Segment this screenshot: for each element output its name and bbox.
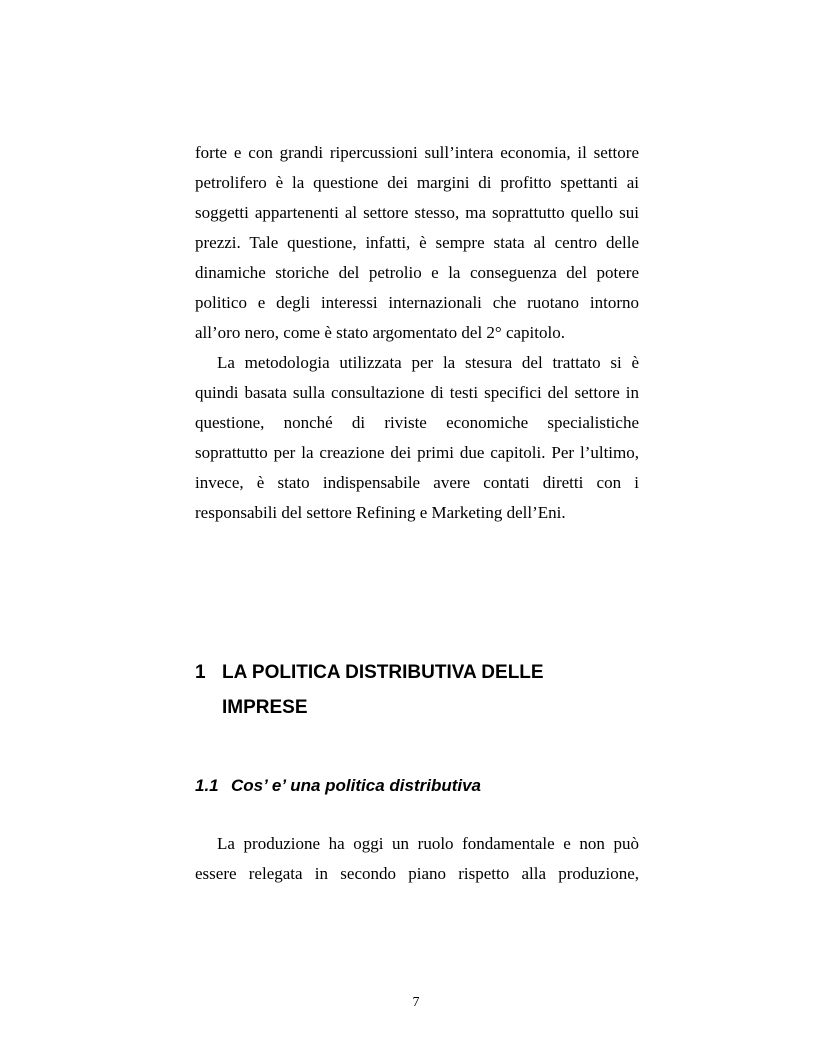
text-line: responsabili del settore Refining e Marketing dell’Eni.	[195, 503, 566, 522]
chapter-title-line-2: IMPRESE	[222, 697, 308, 718]
text-line: invece, è stato indispensabile avere contati diretti con i	[195, 473, 639, 492]
text-line: essere relegata in secondo piano rispetto alla produzione,	[195, 864, 639, 883]
section-title: Cos’ e’ una politica distributiva	[231, 776, 482, 795]
text-line: soprattutto per la creazione dei primi due capitoli. Per l’ultimo,	[195, 443, 639, 462]
text-line: prezzi. Tale questione, infatti, è sempre stata al centro delle	[195, 233, 639, 252]
chapter-number: 1	[195, 662, 206, 683]
text-line: questione, nonché di riviste economiche specialistiche	[195, 413, 639, 432]
text-line: dinamiche storiche del petrolio e la conseguenza del potere	[195, 263, 639, 282]
text-line: politico e degli interessi internazionali che ruotano intorno	[195, 293, 639, 312]
section-number: 1.1	[195, 776, 219, 795]
text-line: soggetti appartenenti al settore stesso, ma soprattutto quello sui	[195, 203, 639, 222]
chapter-title-line-1: LA POLITICA DISTRIBUTIVA DELLE	[222, 662, 544, 683]
text-line: petrolifero è la questione dei margini di profitto spettanti ai	[195, 173, 639, 192]
text-line: La produzione ha oggi un ruolo fondamentale e non può	[217, 834, 639, 853]
text-line: forte e con grandi ripercussioni sull’intera economia, il settore	[195, 143, 639, 162]
page-number: 7	[412, 995, 420, 1010]
text-line: quindi basata sulla consultazione di testi specifici del settore in	[195, 383, 639, 402]
text-line: La metodologia utilizzata per la stesura del trattato si è	[217, 353, 639, 372]
text-line: all’oro nero, come è stato argomentato del 2° capitolo.	[195, 323, 565, 342]
